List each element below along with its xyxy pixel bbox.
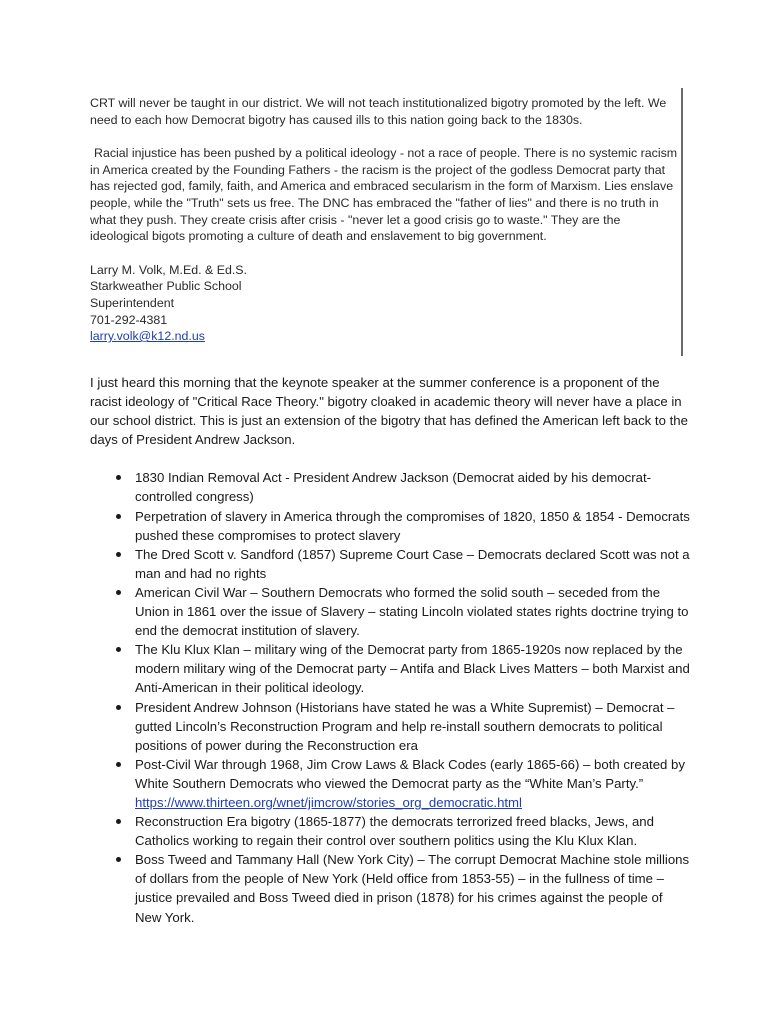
list-item: Perpetration of slavery in America through the compromises of 1820, 1850 & 1854 - Democrats pushed these compromises to protect slavery	[90, 507, 690, 545]
quoted-email	[90, 95, 682, 345]
bullet-icon	[116, 590, 121, 595]
list-item: Post-Civil War through 1968, Jim Crow Laws & Black Codes (early 1865-66) – both created by White Southern Democrats who viewed the Democrat party as the “White Man’s Party.” https://www.thirteen.org/wnet/jimcrow/stories_org_democratic.html	[90, 755, 690, 812]
list-item: The Dred Scott v. Sandford (1857) Supreme Court Case – Democrats declared Scott was not a man and had no rights	[90, 545, 690, 583]
bullet-icon	[116, 552, 121, 557]
bullet-icon	[116, 857, 121, 862]
list-item: American Civil War – Southern Democrats who formed the solid south – seceded from the Union in 1861 over the issue of Slavery – stating Lincoln violated states rights doctrine trying to end the democrat institution of slavery.	[90, 583, 690, 640]
bullet-icon	[116, 475, 121, 480]
signature-email-link[interactable]: larry.volk@k12.nd.us	[90, 329, 205, 344]
bullet-icon	[116, 647, 121, 652]
bullet-icon	[116, 705, 121, 710]
bullet-icon	[116, 514, 121, 519]
email-paragraph-2: Racial injustice has been pushed by a political ideology - not a race of people. There is no systemic racism in America created by the Founding Fathers - the racism is the project of the godless Democrat party that has rejected god, family, faith, and America and embraced secularism in the form of Marxism. Lies enslave people, while the "Truth" sets us free. The DNC has embraced the "father of lies" and there is no truth in what they push. They create crisis after crisis - "never let a good crisis go to waste." They are the ideological bigots promoting a culture of death and enslavement to big government.	[90, 146, 678, 244]
list-item: Reconstruction Era bigotry (1865-1877) the democrats terrorized freed blacks, Jews, and Catholics working to regain their control over southern politics using the Klu Klux Klan.	[90, 812, 690, 850]
main-text	[90, 373, 690, 927]
list-item: President Andrew Johnson (Historians have stated he was a White Supremist) – Democrat – gutted Lincoln’s Reconstruction Program and help re-install southern democrats to political positions of power during the Reconstruction era	[90, 698, 690, 755]
signature-title: Superintendent	[90, 295, 175, 310]
signature-phone: 701-292-4381	[90, 312, 168, 327]
bullet-icon	[116, 819, 121, 824]
intro-paragraph: I just heard this morning that the keynote speaker at the summer conference is a proponent of the racist ideology of "Critical Race Theory." bigotry cloaked in academic theory will never have a place in our school district. This is just an extension of the bigotry that has defined the American left back to the days of President Andrew Jackson.	[90, 375, 688, 448]
bullet-icon	[116, 762, 121, 767]
signature-name: Larry M. Volk, M.Ed. & Ed.S.	[90, 262, 247, 277]
email-signature	[90, 262, 682, 345]
jimcrow-link[interactable]: https://www.thirteen.org/wnet/jimcrow/stories_org_democratic.html	[135, 794, 522, 810]
signature-school: Starkweather Public School	[90, 279, 242, 294]
vertical-rule	[681, 88, 683, 356]
bullet-list	[90, 468, 690, 926]
list-item: The Klu Klux Klan – military wing of the Democrat party from 1865-1920s now replaced by the modern military wing of the Democrat party – Antifa and Black Lives Matters – both Marxist and Anti-American in their political ideology.	[90, 640, 690, 697]
list-item: 1830 Indian Removal Act - President Andrew Jackson (Democrat aided by his democrat-controlled congress)	[90, 468, 690, 506]
email-paragraph-1: CRT will never be taught in our district. We will not teach institutionalized bigotry promoted by the left. We need to each how Democrat bigotry has caused ills to this nation going back to the 1830s.	[90, 96, 667, 127]
list-item: Boss Tweed and Tammany Hall (New York City) – The corrupt Democrat Machine stole millions of dollars from the people of New York (Held office from 1853-55) – in the fullness of time – justice prevailed and Boss Tweed died in prison (1878) for his crimes against the people of New York.	[90, 850, 690, 926]
